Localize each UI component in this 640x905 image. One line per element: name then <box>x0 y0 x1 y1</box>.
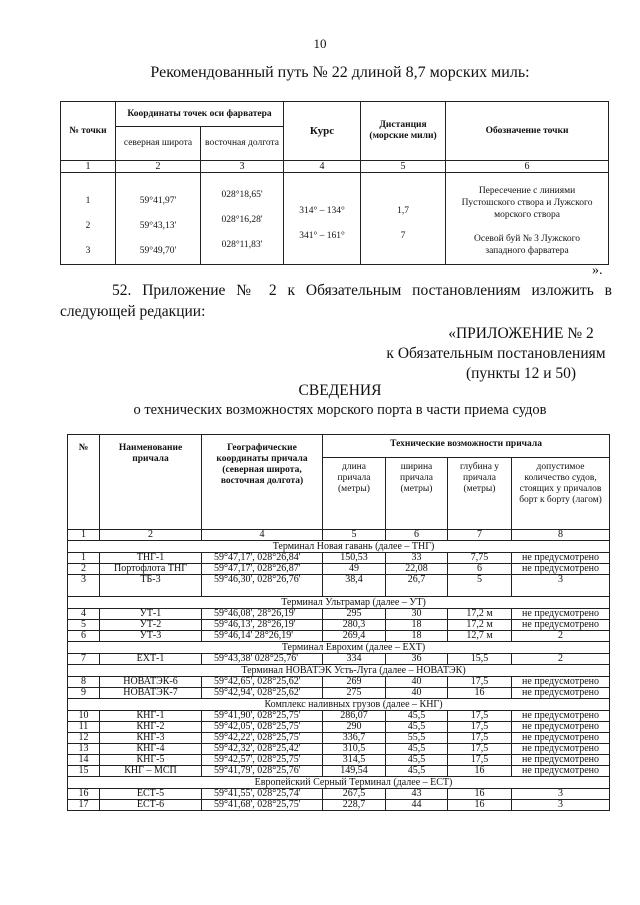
document-subtitle: о технических возможностях морского порта в части приема судов <box>133 402 547 418</box>
berth-count: не предусмотрено <box>512 609 610 620</box>
berth-coords: 59°41,68', 028°25,75' <box>202 800 323 811</box>
berth-length: 275 <box>323 688 386 699</box>
point-designation: Пересечение с линиями Пустошского створа и Лужского морского створа <box>461 186 593 220</box>
route-data-row <box>61 173 609 265</box>
berth-name: ТНГ-1 <box>100 553 202 564</box>
header-name: Наименование причала <box>100 435 202 530</box>
berth-name: КНГ-4 <box>100 744 202 755</box>
berth-length: 310,5 <box>323 744 386 755</box>
berth-count: не предусмотрено <box>512 620 610 631</box>
berth-depth: 17,5 <box>448 711 512 722</box>
berth-width: 45,5 <box>386 755 448 766</box>
table-row <box>68 553 610 564</box>
berth-depth: 16 <box>448 766 512 777</box>
berth-coords: 59°41,79', 028°25,76' <box>202 766 323 777</box>
section-header: Терминал НОВАТЭК Усть-Луга (далее – НОВАТЭК) <box>68 665 610 677</box>
col-num: 4 <box>284 161 361 173</box>
point-designation: Осевой буй № 3 Лужского западного фарватера <box>474 234 581 256</box>
row-no: 15 <box>68 766 100 777</box>
berth-coords: 59°46,08', 28°26,19' <box>202 609 323 620</box>
table-row <box>68 564 610 575</box>
berth-width: 55,5 <box>386 733 448 744</box>
berth-count: не предусмотрено <box>512 744 610 755</box>
berth-count: 3 <box>512 575 610 597</box>
point-long: 028°18,65' <box>221 190 263 200</box>
table-row <box>68 755 610 766</box>
row-no: 12 <box>68 733 100 744</box>
berth-name: ТБ-3 <box>100 575 202 597</box>
berth-width: 45,5 <box>386 711 448 722</box>
row-no: 1 <box>68 553 100 564</box>
berth-coords: 59°41,90', 028°25,75' <box>202 711 323 722</box>
page-number: 10 <box>313 36 327 51</box>
col-num: 6 <box>446 161 609 173</box>
row-no: 16 <box>68 789 100 800</box>
berth-width: 44 <box>386 800 448 811</box>
berth-name: КНГ-2 <box>100 722 202 733</box>
header-distance: Дистанция (морские мили) <box>361 102 446 161</box>
header-width: ширина причала (метры) <box>386 458 448 530</box>
row-no: 9 <box>68 688 100 699</box>
berth-coords: 59°46,30', 028°26,76' <box>202 575 323 597</box>
berth-depth: 16 <box>448 688 512 699</box>
row-no: 8 <box>68 677 100 688</box>
berth-depth: 6 <box>448 564 512 575</box>
berth-width: 43 <box>386 789 448 800</box>
table-row <box>68 711 610 722</box>
berth-count: не предусмотрено <box>512 553 610 564</box>
berth-name: КНГ-5 <box>100 755 202 766</box>
berth-name: УТ-3 <box>100 631 202 642</box>
berth-name: НОВАТЭК-6 <box>100 677 202 688</box>
col-num: 2 <box>100 530 202 541</box>
point-no: 3 <box>85 246 91 256</box>
column-number-row <box>61 161 609 173</box>
row-no: 10 <box>68 711 100 722</box>
header-point-no: № точки <box>61 102 116 161</box>
header-count: допустимое количество судов, стоящих у причалов борт к борту (лагом) <box>512 458 610 530</box>
berth-depth: 12,7 м <box>448 631 512 642</box>
berth-width: 26,7 <box>386 575 448 597</box>
berth-width: 22,08 <box>386 564 448 575</box>
col-num: 6 <box>386 530 448 541</box>
berth-count: не предусмотрено <box>512 766 610 777</box>
point-lat: 59°41,97' <box>139 196 177 206</box>
berth-name: ЕХТ-1 <box>100 654 202 665</box>
berth-name: ЕСТ-6 <box>100 800 202 811</box>
berth-coords: 59°42,65', 028°25,62' <box>202 677 323 688</box>
berth-count: 2 <box>512 654 610 665</box>
header-depth: глубина у причала (метры) <box>448 458 512 530</box>
table-row <box>68 766 610 777</box>
berth-width: 45,5 <box>386 744 448 755</box>
berth-width: 45,5 <box>386 766 448 777</box>
route-table <box>60 101 609 265</box>
berth-name: УТ-1 <box>100 609 202 620</box>
berth-name: Портофлота ТНГ <box>100 564 202 575</box>
berth-coords: 59°42,94', 028°25,62' <box>202 688 323 699</box>
berth-length: 150,53 <box>323 553 386 564</box>
leg-course: 314° – 134° <box>299 206 345 216</box>
berth-coords: 59°47,17', 028°26,84' <box>202 553 323 564</box>
berth-length: 149,54 <box>323 766 386 777</box>
berth-count: не предусмотрено <box>512 688 610 699</box>
col-num: 3 <box>201 161 284 173</box>
table-row <box>68 620 610 631</box>
berth-name: КНГ – МСП <box>100 766 202 777</box>
berth-name: ЕСТ-5 <box>100 789 202 800</box>
berth-length: 269,4 <box>323 631 386 642</box>
row-no: 7 <box>68 654 100 665</box>
berth-coords: 59°42,57', 028°25,75' <box>202 755 323 766</box>
berth-depth: 17,2 м <box>448 609 512 620</box>
berth-width: 45,5 <box>386 722 448 733</box>
berth-coords: 59°46,13', 28°26,19' <box>202 620 323 631</box>
row-no: 14 <box>68 755 100 766</box>
berth-name: КНГ-3 <box>100 733 202 744</box>
berth-coords: 59°42,22', 028°25,75' <box>202 733 323 744</box>
section-header: Терминал Ультрамар (далее – УТ) <box>68 597 610 609</box>
col-num: 7 <box>448 530 512 541</box>
berth-depth: 17,5 <box>448 733 512 744</box>
berth-name: УТ-2 <box>100 620 202 631</box>
header-east-long: восточная долгота <box>201 127 284 161</box>
berth-width: 36 <box>386 654 448 665</box>
row-no: 4 <box>68 609 100 620</box>
table-row <box>68 631 610 642</box>
berth-length: 290 <box>323 722 386 733</box>
berth-length: 295 <box>323 609 386 620</box>
berth-length: 286,07 <box>323 711 386 722</box>
table-row <box>68 744 610 755</box>
berth-width: 30 <box>386 609 448 620</box>
col-num: 5 <box>323 530 386 541</box>
berth-depth: 5 <box>448 575 512 597</box>
header-course: Курс <box>284 102 361 161</box>
berth-count: не предусмотрено <box>512 711 610 722</box>
route-heading: Рекомендованный путь № 22 длиной 8,7 морских миль: <box>150 64 530 81</box>
point-no: 1 <box>85 196 91 206</box>
berth-coords: 59°42,05', 028°25,75' <box>202 722 323 733</box>
table-row <box>68 800 610 811</box>
berth-count: 3 <box>512 789 610 800</box>
appendix-line1: «ПРИЛОЖЕНИЕ № 2 <box>448 325 594 342</box>
section-header: Европейский Серный Терминал (далее – ЕСТ) <box>68 777 610 789</box>
col-num: 8 <box>512 530 610 541</box>
berth-coords: 59°41,55', 028°25,74' <box>202 789 323 800</box>
point-long: 028°11,83' <box>221 240 263 250</box>
row-no: 11 <box>68 722 100 733</box>
leg-distance: 7 <box>400 231 406 241</box>
row-no: 17 <box>68 800 100 811</box>
row-no: 3 <box>68 575 100 597</box>
amendment-paragraph: 52. Приложение № 2 к Обязательным постановлениям изложить в следующей редакции: <box>60 282 612 320</box>
berth-coords: 59°43,38' 028°25,76' <box>202 654 323 665</box>
berth-length: 267,5 <box>323 789 386 800</box>
header-no: № <box>68 435 100 530</box>
berth-width: 33 <box>386 553 448 564</box>
point-lat: 59°49,70' <box>139 246 177 256</box>
table-row <box>68 677 610 688</box>
berth-depth: 17,2 м <box>448 620 512 631</box>
header-designation: Обозначение точки <box>446 102 609 161</box>
col-num: 1 <box>68 530 100 541</box>
header-coords: Географические координаты причала (северная широта, восточная долгота) <box>202 435 323 530</box>
berth-depth: 15,5 <box>448 654 512 665</box>
berth-depth: 17,5 <box>448 755 512 766</box>
col-num: 4 <box>202 530 323 541</box>
row-no: 2 <box>68 564 100 575</box>
table-row <box>68 575 610 597</box>
point-lat: 59°43,13' <box>139 221 177 231</box>
appendix-line2: к Обязательным постановлениям <box>386 345 606 362</box>
berth-coords: 59°46,14' 28°26,19' <box>202 631 323 642</box>
berth-count: 2 <box>512 631 610 642</box>
header-north-lat: северная широта <box>116 127 201 161</box>
header-coords-group: Координаты точек оси фарватера <box>116 102 284 127</box>
berth-length: 49 <box>323 564 386 575</box>
column-number-row <box>68 530 610 541</box>
berth-count: не предусмотрено <box>512 564 610 575</box>
point-long: 028°16,28' <box>221 215 263 225</box>
berth-count: не предусмотрено <box>512 722 610 733</box>
berth-width: 40 <box>386 677 448 688</box>
berth-length: 336,7 <box>323 733 386 744</box>
berth-coords: 59°47,17', 028°26,87' <box>202 564 323 575</box>
appendix-header <box>380 324 612 384</box>
leg-distance: 1,7 <box>397 206 409 216</box>
berth-depth: 7,75 <box>448 553 512 564</box>
table-row <box>68 609 610 620</box>
header-length: длина причала (метры) <box>323 458 386 530</box>
berth-length: 269 <box>323 677 386 688</box>
berth-depth: 16 <box>448 800 512 811</box>
table-row <box>68 688 610 699</box>
appendix-line3: (пункты 12 и 50) <box>465 365 577 382</box>
berth-length: 228,7 <box>323 800 386 811</box>
row-no: 13 <box>68 744 100 755</box>
table-row <box>68 722 610 733</box>
berth-count: 3 <box>512 800 610 811</box>
berth-count: не предусмотрено <box>512 677 610 688</box>
berth-table <box>67 434 610 811</box>
table-row <box>68 789 610 800</box>
berth-count: не предусмотрено <box>512 755 610 766</box>
berth-depth: 17,5 <box>448 744 512 755</box>
berth-length: 280,3 <box>323 620 386 631</box>
point-no: 2 <box>85 221 91 231</box>
berth-name: НОВАТЭК-7 <box>100 688 202 699</box>
section-header: Комплекс наливных грузов (далее – КНГ) <box>68 699 610 711</box>
berth-width: 40 <box>386 688 448 699</box>
quote-close: ». <box>592 263 603 278</box>
section-header: Терминал Новая гавань (далее – ТНГ) <box>68 541 610 553</box>
berth-width: 18 <box>386 631 448 642</box>
berth-coords: 59°42,32', 028°25,42' <box>202 744 323 755</box>
col-num: 2 <box>116 161 201 173</box>
berth-name: КНГ-1 <box>100 711 202 722</box>
leg-course: 341° – 161° <box>299 231 345 241</box>
berth-depth: 17,5 <box>448 677 512 688</box>
table-row <box>68 733 610 744</box>
berth-count: не предусмотрено <box>512 733 610 744</box>
section-header: Терминал Еврохим (далее – ЕХТ) <box>68 642 610 654</box>
berth-length: 334 <box>323 654 386 665</box>
document-title: СВЕДЕНИЯ <box>298 382 382 399</box>
table-row <box>68 654 610 665</box>
row-no: 5 <box>68 620 100 631</box>
berth-depth: 17,5 <box>448 722 512 733</box>
col-num: 1 <box>61 161 116 173</box>
col-num: 5 <box>361 161 446 173</box>
berth-width: 18 <box>386 620 448 631</box>
header-tech-group: Технические возможности причала <box>323 435 610 458</box>
berth-depth: 16 <box>448 789 512 800</box>
berth-length: 314,5 <box>323 755 386 766</box>
row-no: 6 <box>68 631 100 642</box>
berth-length: 38,4 <box>323 575 386 597</box>
